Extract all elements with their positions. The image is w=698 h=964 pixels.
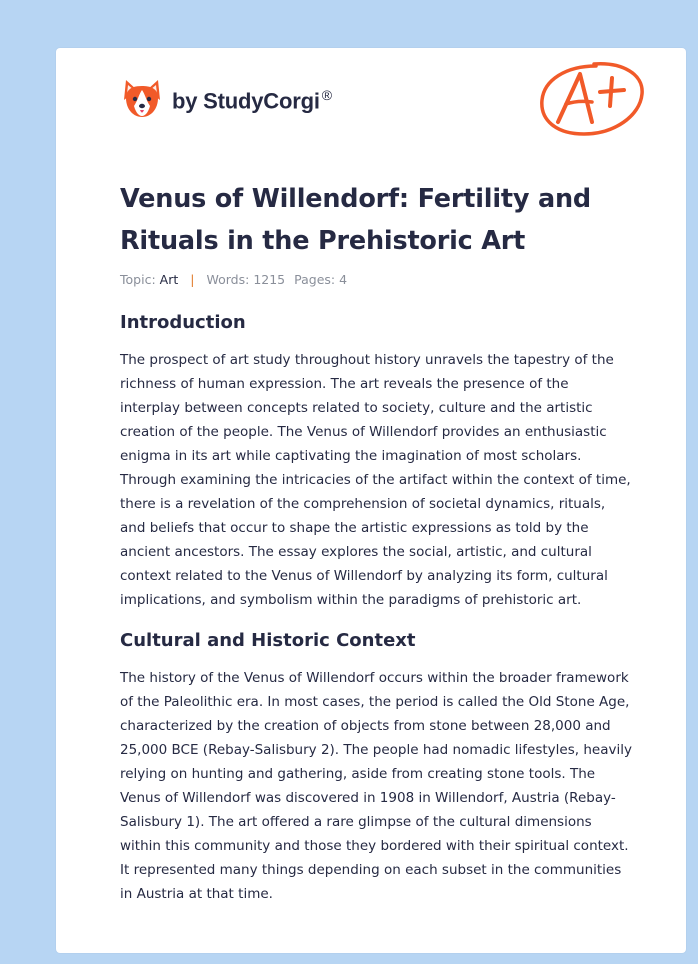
pages-count: 4 [339, 272, 348, 287]
page-header [56, 48, 686, 168]
document-title: Venus of Willendorf: Fertility and Rituals in the Prehistoric Art [120, 184, 591, 256]
section-heading-introduction: Introduction [120, 312, 246, 333]
topic-label: Topic: [120, 272, 156, 287]
section-paragraph-cultural-context: The history of the Venus of Willendorf occurs within the broader framework of the Paleolithic era. In most cases, the period is called the Old Stone Age, characterized by the creation of objects from stone between 28,000 and 25,000 BCE (Rebay-Salisbury 2). The people had nomadic lifestyles, heavily relying on hunting and gathering, aside from creating stone tools. The Venus of Willendorf was discovered in 1908 in Willendorf, Austria (Rebay-Salisbury 1). The art offered a rare glimpse of the cultural dimensions within this community and those they bordered with their spiritual context. It represented many things depending on each subset in the communities in Austria at that time. [120, 670, 632, 902]
pages-label: Pages: [294, 272, 336, 287]
document-page [56, 48, 686, 953]
a-plus-grade-icon [536, 58, 648, 140]
meta-separator: | [190, 272, 195, 287]
brand[interactable] [120, 76, 332, 120]
section-paragraph-introduction: The prospect of art study throughout history unravels the tapestry of the richness of human expression. The art reveals the presence of the interplay between concepts related to society, culture and the artistic creation of the people. The Venus of Willendorf provides an enthusiastic enigma in its art while captivating the imagination of most scholars. Through examining the intricacies of the artifact within the context of time, there is a revelation of the comprehension of societal dynamics, rituals, and beliefs that occur to shape the artistic expressions as told by the ancient ancestors. The essay explores the social, artistic, and cultural context related to the Venus of Willendorf by analyzing its form, cultural implications, and symbolism within the paradigms of prehistoric art. [120, 352, 631, 608]
topic-link[interactable]: Art [159, 272, 179, 287]
registered-mark: ® [321, 87, 332, 104]
section-heading-cultural-context: Cultural and Historic Context [120, 630, 416, 651]
brand-name: by StudyCorgi ® [172, 87, 332, 114]
corgi-logo-icon [120, 76, 164, 120]
words-label: Words: [206, 272, 250, 287]
words-count: 1215 [253, 272, 286, 287]
document-content [120, 178, 632, 906]
document-meta [120, 272, 632, 287]
